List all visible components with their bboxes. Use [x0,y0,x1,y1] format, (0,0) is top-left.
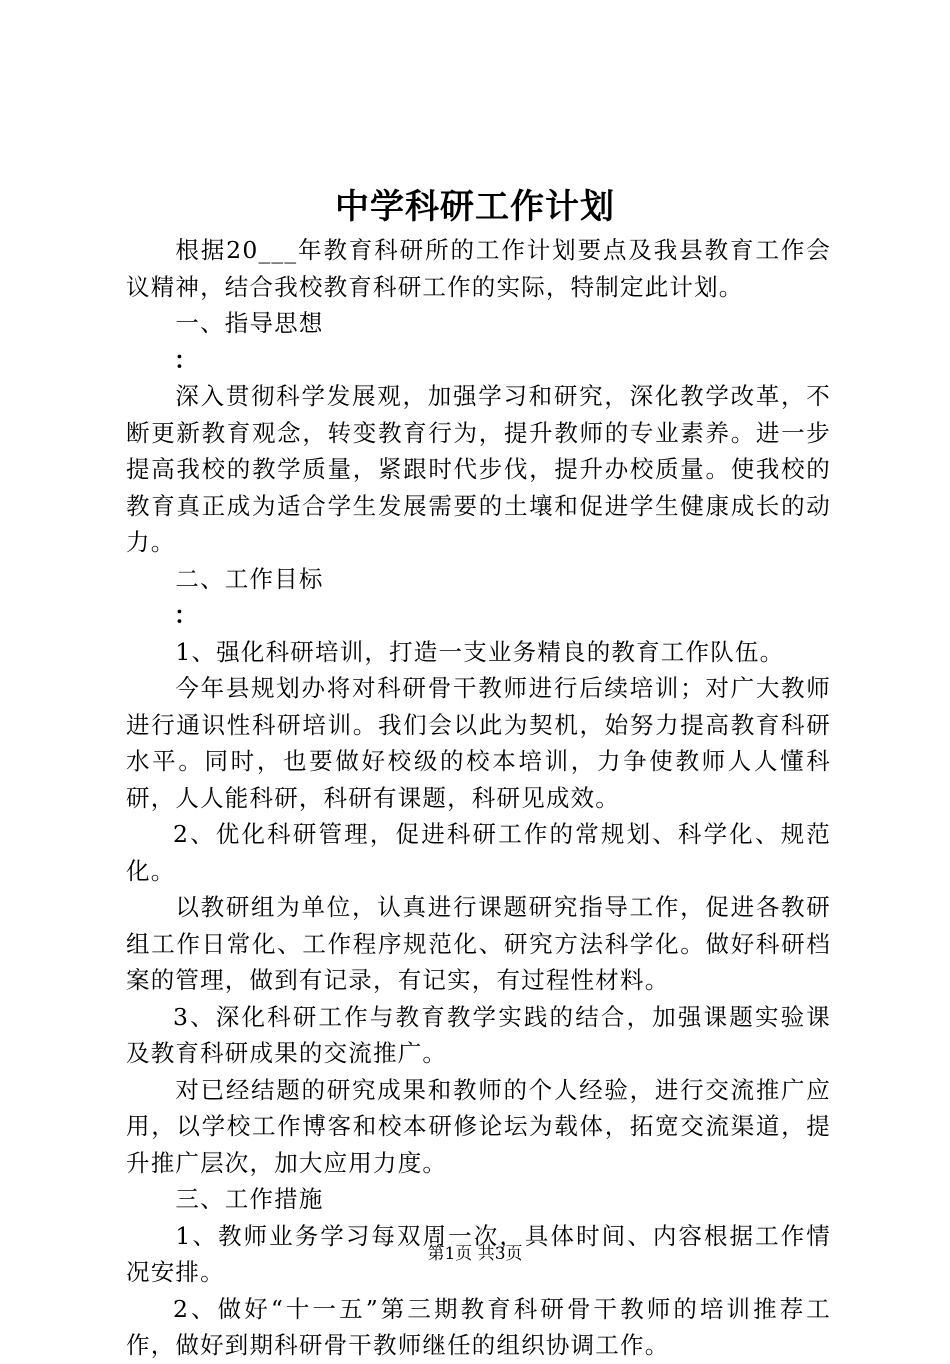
document-title: 中学科研工作计划 [335,187,615,227]
measure-item-1: 1、教师业务学习每双周一次，具体时间、内容根据工作情况安排。 [126,1221,831,1286]
section-heading-guiding-ideology: 一、指导思想 [175,309,324,337]
goal-item-3: 3、深化科研工作与教育教学实践的结合，加强课题实验课及教育科研成果的交流推广。 [126,1002,831,1067]
goal-item-3-detail: 对已经结题的研究成果和教师的个人经验，进行交流推广应用，以学校工作博客和校本研修论坛为载体，拓宽交流渠道，提升推广层次，加大应用力度。 [126,1075,831,1177]
goal-item-2: 2、优化科研管理，促进科研工作的常规划、科学化、规范化。 [126,820,831,885]
section-heading-work-measures: 三、工作措施 [175,1185,324,1213]
colon-line: ： [174,601,199,629]
goal-item-1-detail: 今年县规划办将对科研骨干教师进行后续培训；对广大教师进行通识性科研培训。我们会以此为契机，始努力提高教育科研水平。同时，也要做好校级的校本培训，力争使教师人人懂科研，人人能科研，科研有课题，科研见成效。 [126,674,831,812]
page-footer: 第1页 共3页 [427,1244,523,1264]
measure-item-2: 2、做好“十一五”第三期教育科研骨干教师的培训推荐工作，做好到期科研骨干教师继任的组织协调工作。 [126,1294,831,1359]
document-body [126,232,831,1364]
goal-item-2-detail: 以教研组为单位，认真进行课题研究指导工作，促进各教研组工作日常化、工作程序规范化、研究方法科学化。做好科研档案的管理，做到有记录，有记实，有过程性材料。 [126,893,831,994]
intro-paragraph: 根据20___年教育科研所的工作计划要点及我县教育工作会议精神，结合我校教育科研工作的实际，特制定此计划。 [126,236,831,301]
section-heading-work-goals: 二、工作目标 [175,564,324,593]
guiding-ideology-paragraph: 深入贯彻科学发展观，加强学习和研究，深化教学改革，不断更新教育观念，转变教育行为，提升教师的专业素养。进一步提高我校的教学质量，紧跟时代步伐，提升办校质量。使我校的教育真正成为适合学生发展需要的土壤和促进学生健康成长的动力。 [126,382,831,556]
colon-line: ： [174,345,199,374]
goal-item-1: 1、强化科研培训，打造一支业务精良的教育工作队伍。 [175,637,785,666]
